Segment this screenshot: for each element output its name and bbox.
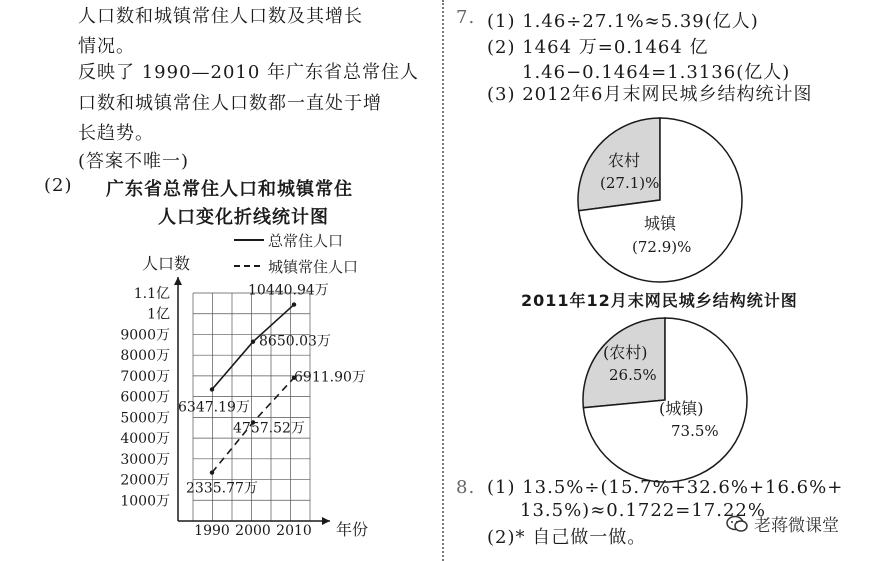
q8-line2: 13.5%)≈0.1722=17.22%	[520, 500, 766, 521]
data-label: 6347.19万	[178, 399, 250, 416]
q8-line1: (1) 13.5%÷(15.7%+32.6%+16.6%+	[487, 477, 844, 498]
answer-note: (答案不唯一)	[78, 151, 190, 172]
chart-title-line1: 广东省总常住人口和城镇常住	[106, 179, 353, 200]
pie-label-rural: 农村	[608, 151, 641, 170]
watermark	[726, 511, 839, 536]
data-point	[210, 470, 214, 474]
pie-label-urban: 城镇	[644, 214, 677, 233]
pie-value-rural: 26.5%	[609, 366, 657, 384]
data-point	[251, 340, 255, 344]
x-axis-arrow	[322, 517, 330, 525]
x-axis-label: 年份	[336, 520, 369, 539]
question-number: 7.	[456, 7, 476, 28]
column-divider	[442, 0, 444, 561]
q8-line3: (2)* 自己做一做。	[487, 527, 647, 548]
question-number: (2)	[44, 175, 73, 196]
question-number: 8.	[456, 477, 476, 498]
population-line-chart	[0, 225, 440, 561]
y-tick-label: 9000万	[120, 327, 170, 344]
data-point	[210, 387, 214, 391]
q7-part3: (3) 2012年6月末网民城乡结构统计图	[487, 84, 813, 105]
x-tick-label: 2010	[276, 523, 312, 539]
q7-part1: (1) 1.46÷27.1%≈5.39(亿人)	[487, 11, 759, 32]
pie-chart-2011	[565, 310, 785, 490]
chart-legend	[234, 232, 358, 276]
trend-text-line: 长趋势。	[78, 123, 154, 144]
pie-label-urban: (城镇)	[659, 399, 704, 418]
y-axis-arrow	[174, 277, 182, 285]
y-tick-label: 1.1亿	[133, 286, 170, 302]
data-labels	[178, 283, 366, 497]
pie-chart-2012	[560, 110, 780, 290]
data-label: 4757.52万	[233, 420, 305, 437]
chart-title-line2: 人口变化折线统计图	[158, 207, 329, 228]
data-label: 2335.77万	[186, 480, 258, 497]
data-label: 8650.03万	[259, 333, 331, 350]
legend-label-total: 总常住人口	[268, 232, 344, 250]
pie-label-rural: (农村)	[603, 343, 648, 362]
data-point	[292, 302, 296, 306]
wechat-icon	[726, 515, 748, 533]
answer-text-line: 情况。	[78, 36, 135, 57]
x-tick-label: 2000	[235, 523, 271, 539]
q7-part2-line1: (2) 1464 万=0.1464 亿	[487, 37, 709, 58]
pie2-title: 2011年12月末网民城乡结构统计图	[521, 291, 798, 310]
legend-label-urban: 城镇常住人口	[268, 258, 359, 276]
trend-text-line: 反映了 1990—2010 年广东省总常住人	[78, 62, 420, 83]
y-tick-label: 1000万	[120, 493, 170, 510]
x-tick-labels	[194, 523, 312, 539]
pie-slices	[578, 118, 742, 282]
y-tick-label: 6000万	[120, 389, 170, 406]
y-tick-labels	[120, 286, 170, 509]
y-tick-label: 5000万	[120, 410, 170, 427]
data-label: 6911.90万	[294, 369, 366, 386]
y-tick-label: 2000万	[120, 472, 170, 489]
pie-value-urban: 73.5%	[671, 422, 719, 440]
watermark-text: 老蒋微课堂	[754, 516, 839, 536]
answer-text-line: 人口数和城镇常住人口数及其增长	[78, 6, 363, 27]
pie-slice-rural	[583, 318, 665, 408]
y-tick-label: 8000万	[120, 348, 170, 365]
data-label: 10440.94万	[248, 282, 329, 299]
trend-text-line: 口数和城镇常住人口数都一直处于增	[78, 93, 382, 114]
y-tick-label: 7000万	[120, 368, 170, 385]
y-tick-label: 1亿	[147, 306, 170, 323]
y-tick-label: 3000万	[120, 451, 170, 468]
pie-value-rural: (27.1)%	[600, 174, 660, 192]
x-tick-label: 1990	[194, 523, 230, 539]
chart-series	[210, 302, 296, 474]
y-tick-label: 4000万	[120, 431, 170, 448]
y-axis-label: 人口数	[142, 254, 191, 273]
q7-part2-line2: 1.46−0.1464=1.3136(亿人)	[522, 62, 791, 83]
pie-value-urban: (72.9)%	[632, 238, 692, 256]
